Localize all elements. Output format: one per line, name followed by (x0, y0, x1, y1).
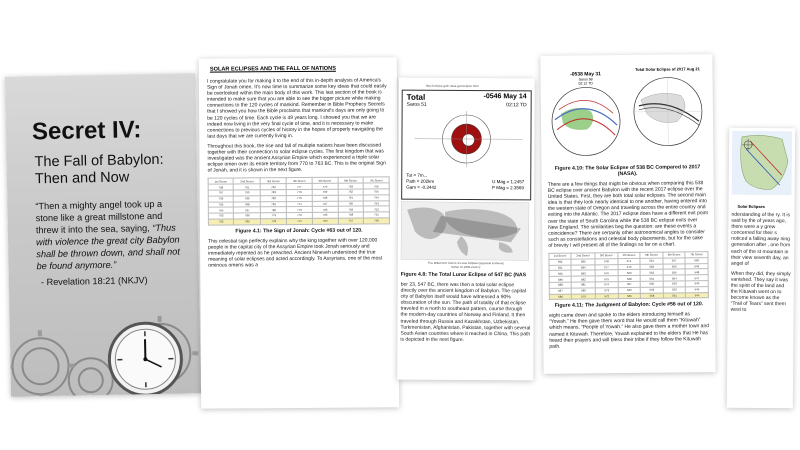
table-header: 5th Seven (640, 252, 663, 258)
us-map (732, 131, 793, 196)
eclipse-stats-right: U Mag = 1.2457 P Mag = 2.3569 (492, 179, 525, 191)
map-credit: Five Millennium Canon of Lunar Eclipses (Espenak & Meeus) (427, 260, 504, 266)
paragraph-comparison: There are a few things that might be obvious when comparing this 538 BC eclipse over ancient Babylon with the recent 2017 eclipse over the United States. First, they are both total solar eclipses. The second main idea is that they look nearly identical to one another, having entered into the western state of Oregon and traveling across the entire country and exiting into the Atlantic. The 2017 eclipse does have a different exit point over the state of South Carolina while the 538 BC eclipse exits over New England. The similarities beg the question: are these events a coincidence? There are certainly other astronomical angles to consider such as constellations and celestial body placements, but for the sake of brevity I will present all of the findings so far on a chart. (547, 180, 708, 249)
table-header: 2nd Seven (234, 178, 261, 184)
paragraph-trail: When they did, they simply vanished. They say it was the spirit of the land and the Kituwah went on to become known as the “Trail of Tears” sent them west to (730, 270, 791, 314)
table-row: 795 788 781 774 767 760 753 (208, 200, 389, 207)
babylon-judgment-table (548, 251, 708, 300)
table-row: 587 580 573 566 559 552 545 (549, 286, 708, 293)
cover-citation: - Revelation 18:21 (NKJV) (40, 275, 148, 288)
cover-title: Secret IV: (31, 116, 142, 146)
eclipse-type-label: Total (406, 92, 426, 102)
quote-plain: “Then a mighty angel took up a stone like a great millstone and threw it into the sea, saying, (35, 198, 163, 236)
eclipse-diagram (401, 90, 532, 201)
modern-eclipse-title: Total Solar Eclipse of 2017 Aug 21 (635, 66, 700, 72)
table-header: 1st Seven (208, 178, 233, 184)
paragraph-nations: Throughout this book, the rise and fall of multiple nations have been discussed together with their connection to solar eclipse cycles. The first kingdom that was investigated was the ancient Assyrian Empire which experienced a triple solar eclipse omen over its entire territory from 770 to 763 BC. This is the original Sign of Jonah, and it is shown in the next figure. (207, 142, 386, 174)
saros-label: Saros 51 (406, 101, 427, 108)
table-header: 1st Seven (549, 253, 571, 259)
table-header: 3rd Seven (595, 253, 618, 259)
table-header: 3rd Seven (260, 178, 286, 184)
table-row: 589 582 575 568 561 554 547 (549, 275, 708, 282)
comparison-figures (546, 58, 707, 163)
cover-subtitle: The Fall of Babylon: Then and Now (34, 151, 164, 188)
table-row: 793 786 779 772 765 758 751 (208, 212, 389, 219)
modern-eclipse-globe (629, 71, 708, 150)
ancient-eclipse-date: -0538 May 31 (570, 71, 601, 78)
lunar-eclipse-page (397, 78, 535, 381)
table-row: 592 585 578 571 564 557 550 (549, 257, 708, 264)
table-header: 6th Seven (338, 177, 364, 183)
eclipse-stats-left: Tot = 7m... Path = 202km Gam = -0.3442 (406, 172, 437, 190)
table-header: 5th Seven (312, 178, 338, 184)
table-header: 7th Seven (685, 252, 708, 258)
table-header: 6th Seven (663, 252, 686, 258)
figure-caption: Figure 4.8: The Total Lunar Eclipse of 547 BC (NAS (400, 271, 527, 279)
table-row: 798 791 784 777 770 763 756 (208, 183, 389, 190)
table-header: 7th Seven (363, 177, 389, 183)
table-row: 794 787 780 773 766 759 752 (208, 206, 389, 213)
figure-caption-2: Figure 4.11: The Judgment of Babylon: Cycle #56 out of 120. (554, 301, 704, 310)
cover-quote (35, 197, 186, 272)
eclipse-time: 02:12 TD (506, 102, 527, 109)
map-label: Solar Eclipses (737, 203, 765, 210)
table-row: 586 579 572 565 558 551 544 (549, 292, 708, 299)
table-row: 796 789 782 775 768 761 754 (208, 195, 389, 202)
paragraph-babylon-eclipse: ber 23, 547 BC, there was then a total solar eclipse directly over the ancient kingdom of Babylon. The capital city of Babylon itself would have witnessed a 90% obscuration of the sun. The path of totality of that eclipse traveled in a north to southeast pattern, course through the modern-day countries of Norway and Finland. It then traveled through Russia and Kazakhstan, Uzbekistan, Turkmenistan, Afghanistan, Pakistan, together with several South Asian countries where it reached in China. This path is depicted in the next figure. (400, 281, 531, 343)
quote-italic: “Thus with violence the great city Babylon shall be thrown down, and shall not be found anymore.” (36, 222, 180, 272)
chapter-text-page (199, 57, 399, 408)
paragraph-cherokee: nderstanding of the ry. It is said by the of years ago, there were a y grew concerned for their s noticed a falling away ning generation after , one from each of the st mountain in their view seventh day, an angel of (731, 211, 791, 267)
table-row: 588 581 574 567 560 553 546 (549, 281, 708, 288)
eclipse-date: -0546 May 14 (483, 93, 527, 101)
source-url: http://eclipse.gsfc.nasa.gov/eclipse.html (425, 83, 479, 89)
table-header: 4th Seven (618, 252, 641, 258)
map-credit-2: NASA TP-2009-214172 (451, 264, 481, 270)
world-map (401, 202, 529, 261)
table-row: 797 790 783 776 769 762 755 (208, 189, 389, 196)
table-row: 591 584 577 570 563 556 549 (549, 263, 708, 270)
ancient-eclipse-time: 02:12 TD (578, 81, 593, 86)
paragraph-kituwah: eight came down and spoke to the elders introducing himself as “Yowah.” He then gave them word that He would call them “Kituwah” which means, “People of Yowah.” He also gave them a mother town and named it Kituwah. Therefore, Yowah explained to the elders that He has heard their prayers and will bless their tribe if they follow the Kituwah path. (549, 311, 710, 350)
figure-caption: Figure 4.1: The Sign of Jonah: Cycle #63 out of 120. (235, 227, 363, 235)
eclipse-comparison-page (540, 54, 715, 374)
ancient-eclipse-figure (546, 59, 625, 163)
table-header: 4th Seven (286, 178, 312, 184)
table-row: 590 583 576 569 562 555 548 (549, 269, 708, 276)
clock-icon (105, 318, 187, 396)
ancient-eclipse-saros: Saros 58 (578, 77, 593, 82)
table-header: 2nd Seven (571, 253, 595, 259)
modern-eclipse-figure (628, 58, 707, 162)
paragraph-intro: I congratulate you for making it to the end of this in-depth analysis of America's Sign of Jonah omen. It's now time to summarize some key ideas that could easily be overlooked within the main body of this work. This last section of the book is intended to make sure that you are able to see the bigger picture while making connections to the 120 cycles of mankind. Remember in Bible Prophecy Secrets that I showed you how the Bible proclaims that mankind's days are only going to be 120 cycles of time. Each cycle is 49 years long. I showed you that we are indeed now living in the very final cycle of time, and it is necessary to make connections to previous cycles of history in the hopes of properly navigating the last days that we are currently living in. (206, 77, 387, 140)
sign-of-jonah-table (208, 177, 390, 226)
paragraph-nineveh: This celestial sign perfectly explains why the king together with over 120,000 people in the capital city of the Assyrian Empire took Jonah seriously and immediately repented as he preached. Ancient Nineveh understood the true meaning of solar eclipses and acted accordingly. To Assyrians, one of the most ominous omens was a (208, 237, 383, 269)
solar-eclipses-map-page (727, 128, 795, 409)
ancient-eclipse-globe (547, 85, 626, 158)
table-row: 792 785 778 771 764 757 750 (208, 218, 389, 225)
book-cover-page (5, 73, 201, 397)
figure-caption: Figure 4.10: The Solar Eclipse of 538 BC Compared to 2017 (NASA). (554, 164, 701, 178)
moon-shadow-diagram (404, 109, 532, 174)
section-heading: SOLAR ECLIPSES AND THE FALL OF NATIONS (209, 65, 336, 73)
